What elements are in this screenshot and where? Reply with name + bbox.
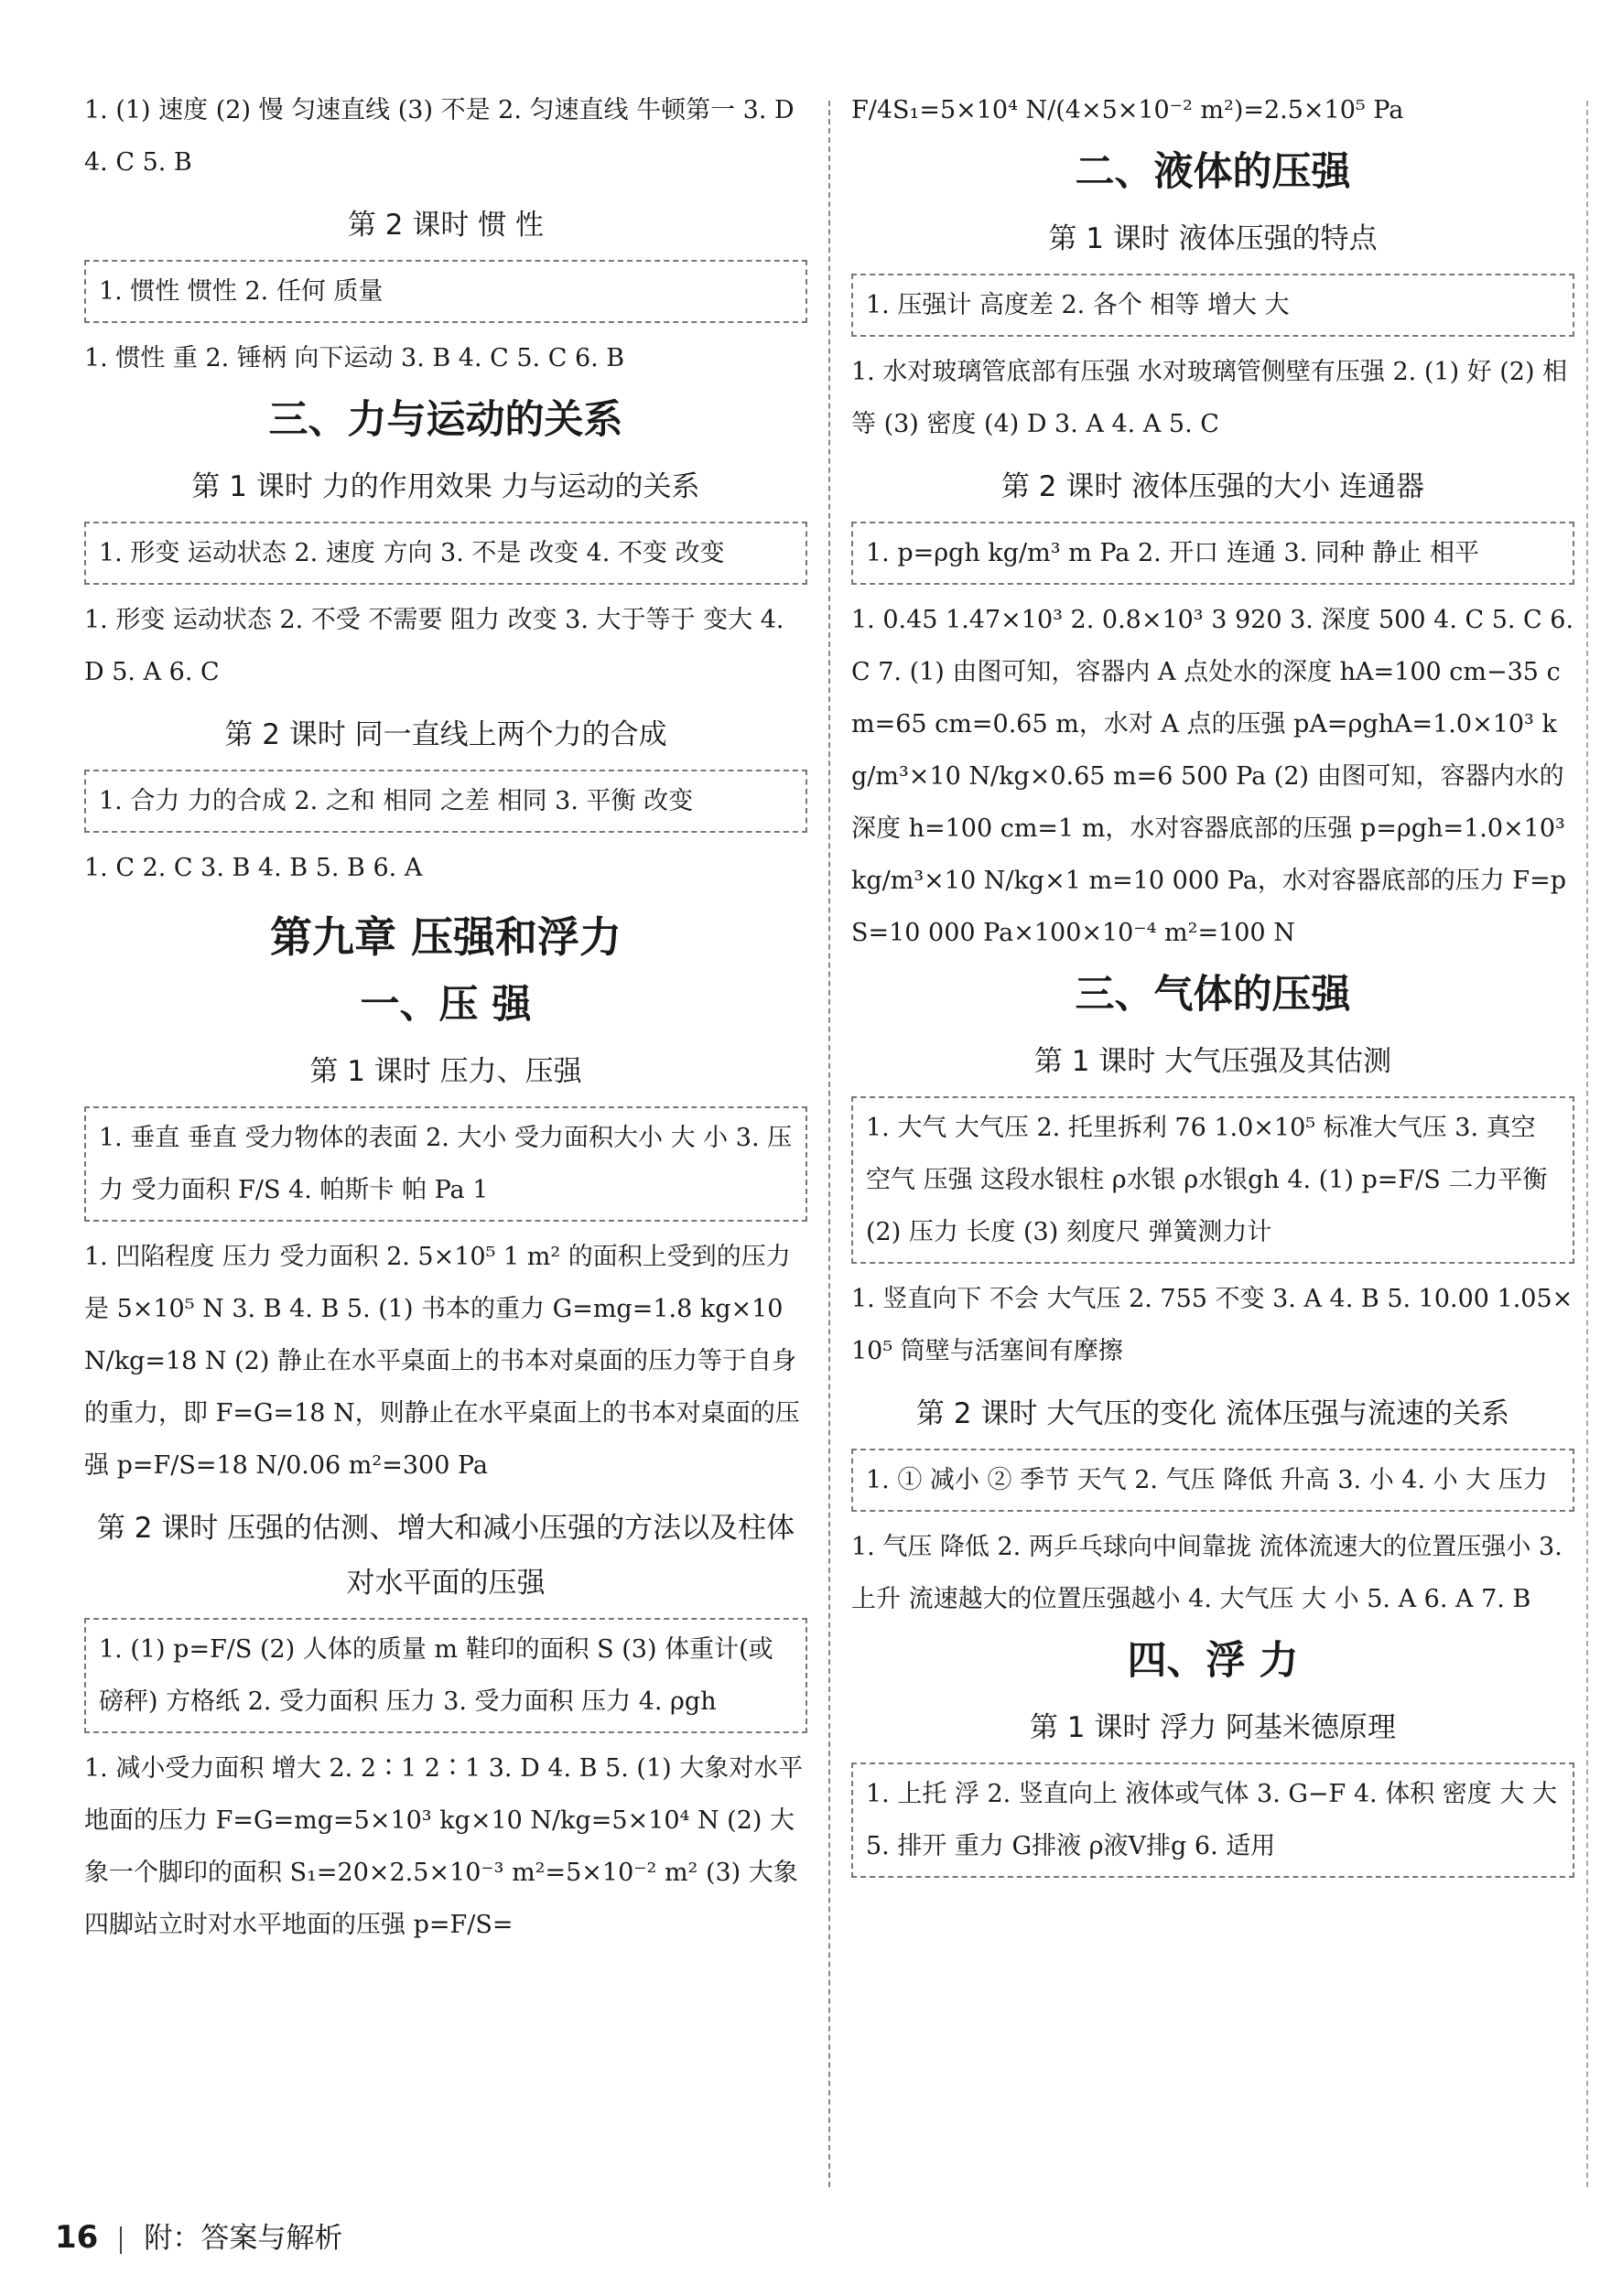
answer-box <box>84 522 807 585</box>
lesson-heading: 第 1 课时 压力、压强 <box>309 1055 582 1088</box>
section-heading: 二、液体的压强 <box>1075 149 1351 195</box>
answer-text: F/4S₁=5×10⁴ N/(4×5×10⁻² m²)=2.5×10⁵ Pa <box>851 96 1404 124</box>
answer-text: 1. 形变 运动状态 2. 不受 不需要 阻力 改变 3. 大于等于 变大 4. D 5. A 6. C <box>84 606 784 686</box>
left-column <box>84 92 807 1951</box>
answer-text: 1. 气压 降低 2. 两乒乓球向中间靠拢 流体流速大的位置压强小 3. 上升 流速越大的位置压强越小 4. 大气压 大 小 5. A 6. A 7. B <box>851 1533 1563 1613</box>
lesson-heading: 第 2 课时 惯 性 <box>347 209 545 242</box>
answer-text: 1. 竖直向下 不会 大气压 2. 755 不变 3. A 4. B 5. 10.00 1.05×10⁵ 筒壁与活塞间有摩擦 <box>851 1285 1573 1365</box>
box-answer-text: 1. p=ρgh kg/m³ m Pa 2. 开口 连通 3. 同种 静止 相平 <box>866 539 1479 567</box>
answer-box <box>84 770 807 833</box>
box-answer-text: 1. 上托 浮 2. 竖直向上 液体或气体 3. G−F 4. 体积 密度 大 大 5. 排开 重力 G排液 ρ液V排g 6. 适用 <box>866 1780 1557 1860</box>
page-number: 16 <box>55 2219 99 2256</box>
answer-text: 1. (1) 速度 (2) 慢 匀速直线 (3) 不是 2. 匀速直线 牛顿第一 3. D 4. C 5. B <box>84 96 795 177</box>
lesson-heading: 第 1 课时 力的作用效果 力与运动的关系 <box>191 470 700 503</box>
answer-box <box>851 1449 1574 1512</box>
section-heading: 一、压 强 <box>360 982 532 1028</box>
box-answer-text: 1. 大气 大气压 2. 托里拆利 76 1.0×10⁵ 标准大气压 3. 真空 空气 压强 这段水银柱 ρ水银 ρ水银gh 4. (1) p=F/S 二力平衡 (2) 压力 长度 (3) 刻度尺 弹簧测力计 <box>866 1114 1548 1246</box>
lesson-heading: 第 1 课时 浮力 阿基米德原理 <box>1029 1711 1397 1744</box>
answer-text: 1. 惯性 重 2. 锤柄 向下运动 3. B 4. C 5. C 6. B <box>84 344 625 372</box>
answer-box <box>84 1106 807 1222</box>
answer-text: 1. 0.45 1.47×10³ 2. 0.8×10³ 3 920 3. 深度 500 4. C 5. C 6. C 7. (1) 由图可知，容器内 A 点处水的深度 hA=100 cm−35 cm=65 cm=0.65 m，水对 A 点的压强 pA=ρghA=1.0×10³ kg/m³×10 N/kg×0.65 m=6 500 Pa (2) 由图可知，容器内水的深度 h=100 cm=1 m，水对容器底部的压强 p=ρgh=1.0×10³ kg/m³×10 N/kg×1 m=10 000 Pa，水对容器底部的压力 F=pS=10 000 Pa×100×10⁻⁴ m²=100 N <box>851 606 1574 947</box>
lesson-heading: 第 1 课时 大气压强及其估测 <box>1033 1045 1392 1078</box>
footer-title: 附：答案与解析 <box>144 2222 343 2255</box>
box-answer-text: 1. 垂直 垂直 受力物体的表面 2. 大小 受力面积大小 大 小 3. 压力 受力面积 F/S 4. 帕斯卡 帕 Pa 1 <box>99 1124 793 1204</box>
lesson-heading: 第 2 课时 液体压强的大小 连通器 <box>1000 470 1425 503</box>
lesson-heading: 第 1 课时 液体压强的特点 <box>1048 222 1378 255</box>
answer-box <box>851 1762 1574 1878</box>
box-answer-text: 1. 惯性 惯性 2. 任何 质量 <box>99 277 384 306</box>
answer-text: 1. 水对玻璃管底部有压强 水对玻璃管侧壁有压强 2. (1) 好 (2) 相等 (3) 密度 (4) D 3. A 4. A 5. C <box>851 358 1568 438</box>
answer-box <box>851 274 1574 337</box>
column-divider <box>828 101 830 2187</box>
chapter-heading: 第九章 压强和浮力 <box>269 912 622 962</box>
footer-separator <box>120 2226 122 2254</box>
box-answer-text: 1. 形变 运动状态 2. 速度 方向 3. 不是 改变 4. 不变 改变 <box>99 539 725 567</box>
lesson-heading: 第 2 课时 大气压的变化 流体压强与流速的关系 <box>915 1397 1510 1430</box>
box-answer-text: 1. 压强计 高度差 2. 各个 相等 增大 大 <box>866 291 1290 319</box>
answer-box <box>84 260 807 323</box>
section-heading: 三、气体的压强 <box>1075 972 1351 1018</box>
lesson-heading: 第 2 课时 同一直线上两个力的合成 <box>224 718 667 751</box>
page-footer <box>55 2215 342 2256</box>
box-answer-text: 1. ① 减小 ② 季节 天气 2. 气压 降低 升高 3. 小 4. 小 大 压力 <box>866 1466 1548 1494</box>
box-answer-text: 1. (1) p=F/S (2) 人体的质量 m 鞋印的面积 S (3) 体重计(或磅秤) 方格纸 2. 受力面积 压力 3. 受力面积 压力 4. ρgh <box>99 1635 773 1716</box>
section-heading: 三、力与运动的关系 <box>268 397 623 443</box>
box-answer-text: 1. 合力 力的合成 2. 之和 相同 之差 相同 3. 平衡 改变 <box>99 787 694 815</box>
lesson-heading: 第 2 课时 压强的估测、增大和减小压强的方法以及柱体对水平面的压强 <box>96 1512 795 1600</box>
answer-text: 1. 减小受力面积 增大 2. 2∶1 2∶1 3. D 4. B 5. (1) 大象对水平地面的压力 F=G=mg=5×10³ kg×10 N/kg=5×10⁴ N (2) 大象一个脚印的面积 S₁=20×2.5×10⁻³ m²=5×10⁻² m² (3) 大象四脚站立时对水平地面的压强 p=F/S= <box>84 1754 804 1939</box>
answer-text: 1. 凹陷程度 压力 受力面积 2. 5×10⁵ 1 m² 的面积上受到的压力是 5×10⁵ N 3. B 4. B 5. (1) 书本的重力 G=mg=1.8 kg×10 N/kg=18 N (2) 静止在水平桌面上的书本对桌面的压力等于自身的重力，即 F=G=18 N，则静止在水平桌面上的书本对桌面的压强 p=F/S=18 N/0.06 m²=300 Pa <box>84 1243 800 1480</box>
right-margin-line <box>1586 101 1588 2187</box>
answer-box <box>851 1096 1574 1264</box>
right-column <box>851 92 1574 1887</box>
answer-box <box>851 522 1574 585</box>
answer-box <box>84 1618 807 1733</box>
answer-text: 1. C 2. C 3. B 4. B 5. B 6. A <box>84 854 423 882</box>
section-heading: 四、浮 力 <box>1127 1638 1299 1684</box>
